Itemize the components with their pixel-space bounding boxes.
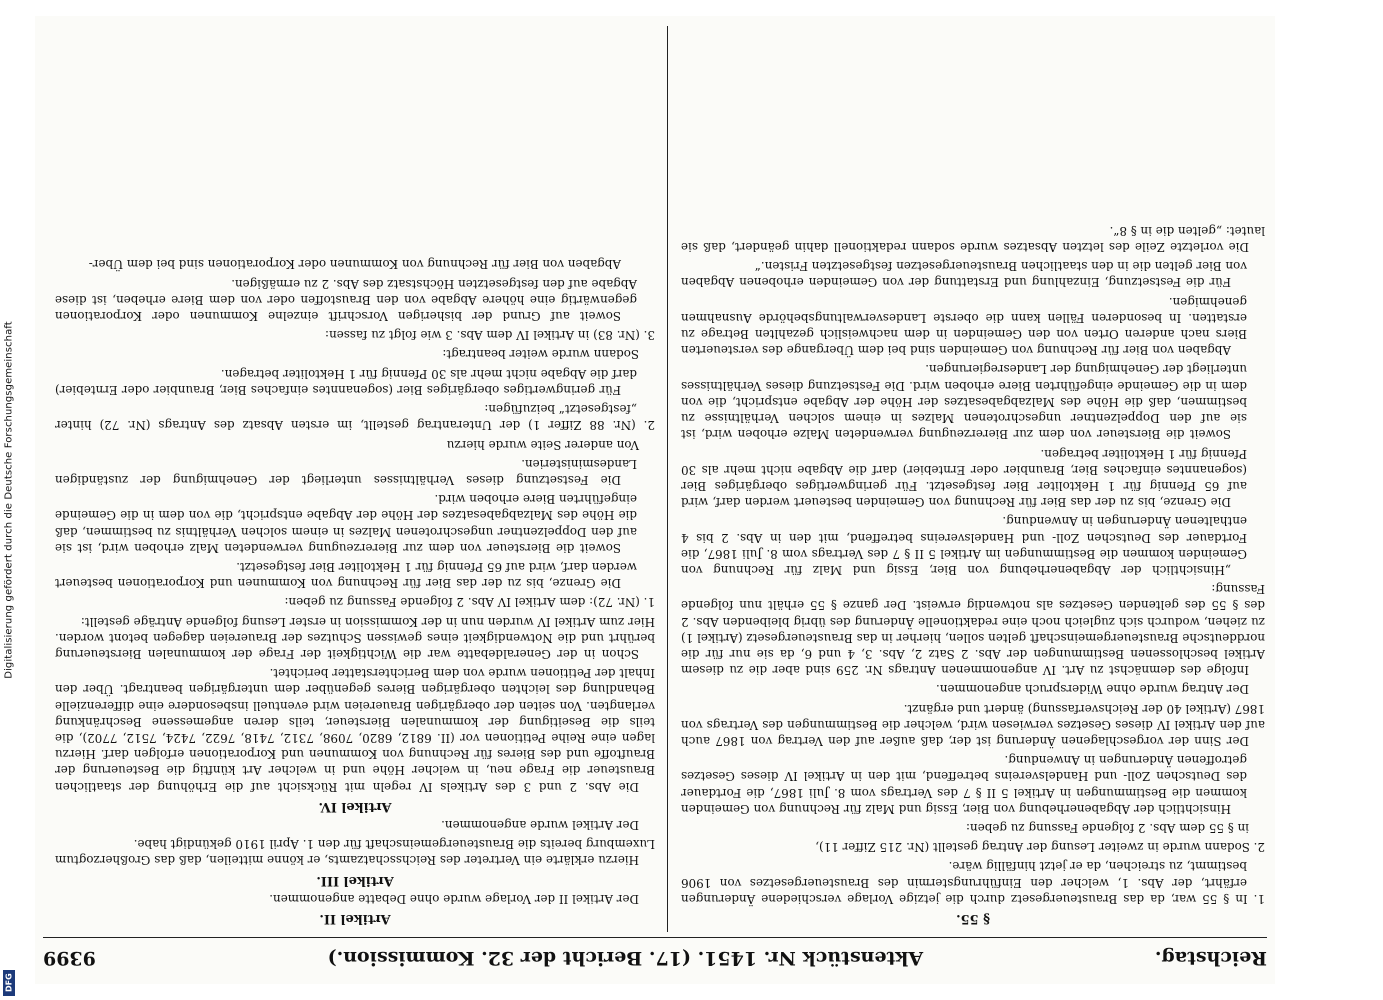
paragraph: Der Artikel wurde angenommen. [441,817,639,832]
paragraph: Hinsichtlich der Abgabenerhebung von Bier, Essig und Malz für Rechnung von Gemeinden kommen die Bestimmungen in Artikel 5 II § 7 des Vertrags vom 8. Juli 1867, die Fortdauer des Deutschen Zoll- und Handelsvereins betreffend, mit den in Artikel IV dieses Gesetzes getroffenen Änderungen in Anwendung. [681,753,1247,816]
right-column [55,26,655,928]
paragraph: Der Antrag wurde ohne Widerspruch angenommen. [936,682,1249,697]
paragraph: „Hinsichtlich der Abgabenerhebung von Bier, Essig und Malz für Rechnung von Gemeinden kommen die Bestimmungen im Artikel 5 II § 7 des Vertrags vom 8. Juli 1867, die Fortdauer des Deutschen Zoll- und Handelsvereins betreffend, mit den in Abs. 2 bis 4 enthaltenen Änderungen in Anwendung. [681,514,1247,577]
paragraph: Die Festsetzung dieses Verhältnisses unterliegt der Genehmigung der zuständigen Landesministerien. [55,456,637,487]
paragraph: Hierzu erklärte ein Vertreter des Reichsschatzamts, er könne mitteilen, daß das Großherzogtum Luxemburg bereits die Brausteuergemeinschaft für den 1. April 1910 gekündigt habe. [55,837,655,868]
paragraph: Für geringwertiges obergäriges Bier (sogenanntes einfaches Bier, Braunbier oder Erntebier) darf die Abgabe nicht mehr als 30 Pfennig für 1 Hektoliter betragen. [55,366,637,397]
paragraph: Schon in der Generaldebatte war die Wichtigkeit der Frage der kommunalen Biersteuerung berührt und die Notwendigkeit eines gewissen Schutzes der Brauereien dagegen betont worden. Hier zum Artikel IV wurden nun in der Kommission in erster Lesung folgende Anträge gestellt: [55,614,655,661]
paragraph: Abgaben von Bier für Rechnung von Kommunen oder Korporationen sind bei dem Über- [88,257,621,272]
paragraph: Soweit die Biersteuer von dem zur Biererzeugung verwendeten Malze erhoben wird, ist sie auf den Doppelzentner ungeschrotenen Malzes in einem solchen Verhältnisse zu bestimmen, daß die Höhe des Malzabgabesatzes der Höhe der Abgabe entspricht, die von dem in die Gemeinde eingeführten Biere erhoben wird. Die Festsetzung dieses Verhältnisses unterliegt der Genehmigung der Landesregierungen. [681,362,1247,442]
paragraph: Die vorletzte Zeile des letzten Absatzes wurde sodann redaktionell dahin geändert, daß sie lautet: „gelten die in § 8“. [681,223,1265,255]
paragraph: Die Grenze, bis zu der das Bier für Rechnung von Kommunen und Korporationen besteuert werden darf, wird auf 65 Pfennig für 1 Hektoliter Bier festgesetzt. [55,559,637,591]
page-number: 9399 [43,947,96,969]
dfg-logo: DFG [3,970,15,996]
paragraph: Die Grenze, bis zu der das Bier für Rechnung von Gemeinden besteuert werden darf, wird auf 65 Pfennig für 1 Hektoliter Bier festgesetzt. Für geringwertiges obergäriges Bier (sogenanntes einfaches Bier, Braunbier oder Erntebier) darf die Abgabe nicht mehr als 30 Pfennig für 1 Hektoliter betragen. [681,446,1247,510]
paragraph: Der Sinn der vorgeschlagenen Änderung ist der, daß außer auf den Vertrag von 1867 auch auf den Artikel IV dieses Gesetzes verwiesen wird, welcher die Bestimmungen des Vertrags von 1867 (Artikel 40 der Reichsverfassung) ändert und ergänzt. [681,701,1265,748]
section-heading: Artikel III. [316,872,394,888]
page-header [43,940,1267,976]
paragraph: 2. Sodann wurde in zweiter Lesung der Antrag gestellt (Nr. 215 Ziffer 11), [815,840,1265,855]
header-left: Reichstag. [1154,947,1267,969]
scanned-page [35,16,1275,984]
credit-text: Digitalisierung gefördert durch die Deutsche Forschungsgemeinschaft [3,321,15,679]
column-divider [667,26,668,932]
header-rule [43,937,1267,938]
paragraph: Infolge des demnächst zu Art. IV angenommenen Antrags Nr. 259 sind aber die zu diesem Artikel beschlossenen Bestimmungen der Abs. 2 Satz 2, Abs. 3, 4 und 6, da sie nur für die norddeutsche Brausteuergemeinschaft gelten sollen, hierher in das Brausteuergesetz (Artikel 1) zu ziehen, wodurch sich zugleich noch eine redaktionelle Änderung des übrig bleibenden Abs. 2 des § 55 des geltenden Gesetzes als notwendig erweist. Der ganze § 55 erhält nun folgende Fassung: [681,582,1265,678]
left-column [681,26,1265,928]
paragraph: Von anderer Seite wurde hierzu [446,437,639,452]
header-center: Aktenstück Nr. 1451. (17. Bericht der 32. Kommission.) [327,947,924,969]
section-heading: § 55. [956,911,990,926]
paragraph: Die Abs. 2 und 3 des Artikels IV regeln mit Rücksicht auf die Erhöhung der staatlichen Brausteuer die Frage neu, in welcher Höhe und in welcher Art künftig die Besteuerung der Brauftoffe und des Bieres für Rechnung von Kommunen und Korporationen erfolgen darf. Hierzu lagen eine Reihe Petitionen vor (II. 6812, 6820, 7098, 7312, 7418, 7622, 7424, 7512, 7702), die teils die Beseitigung der kommunalen Biersteuer, teils deren angemessene Beschränkung verlangten. Von seiten der obergärigen Brauereien wird eventuell insbesondere eine differenzielle Behandlung des leichten obergärigen Bieres gegenüber dem untergärigen beantragt. Über den Inhalt der Petitionen wurde von dem Berichterstatter berichtet. [55,666,655,794]
paragraph: 1. In § 55 war, da das Brausteuergesetz durch die jetzige Vorlage verschiedene Änderungen erfährt, der Abs. 1, welcher den Einführungstermin des Brausteuergesetzes von 1906 bestimmt, zu streichen, da er jetzt hinfällig wäre. [681,859,1265,906]
paragraph: Der Artikel II der Vorlage wurde ohne Debatte angenommen. [269,891,639,906]
section-heading: Artikel II. [319,911,391,926]
section-heading: Artikel IV. [318,798,392,814]
paragraph: 1. (Nr. 72): dem Artikel IV Abs. 2 folgende Fassung zu geben: [284,595,655,610]
paragraph: Soweit auf Grund der bisherigen Vorschrift einzelne Kommunen oder Korporationen gegenwärtig eine höhere Abgabe von den Braustoffen oder von dem Biere erheben, ist diese Abgabe auf den festgesetzten Höchstsatz des Abs. 2 zu ermäßigen. [55,276,637,324]
paragraph: 3. (Nr. 83) in Artikel IV dem Abs. 3 wie folgt zu fassen: [325,328,655,343]
paragraph: 2. (Nr. 88 Ziffer 1) der Unterantrag gestellt, im ersten Absatz des Antrags (Nr. 72) hinter „festgesetzt“ beizufügen: [55,402,655,433]
paragraph: Soweit die Biersteuer von dem zur Biererzeugung verwendeten Malz erhoben wird, ist sie auf den Doppelzentner ungeschrotenen Malzes in einem solchen Verhältnis zu bestimmen, daß die Höhe des Malzabgabesatzes der Höhe der Abgabe entspricht, die von dem in die Gemeinde eingeführten Biere erhoben wird. [55,492,637,555]
digitization-credit [2,0,16,1000]
paragraph: Abgaben von Bier für Rechnung von Gemeinden sind bei dem Übergange des versteuerten Biers nach anderen Orten von den Gemeinden in dem nachweislich gezahlten Betrage zu erstatten. In besonderen Fällen kann die oberste Landesverwaltungsbehörde Ausnahmen genehmigen. [681,294,1247,358]
paragraph: in § 55 dem Abs. 2 folgende Fassung zu geben: [966,820,1249,835]
paragraph: Sodann wurde weiter beantragt: [442,347,639,362]
paragraph: Für die Festsetzung, Einzahlung und Erstattung der von Gemeinden erhobenen Abgaben von Bier gelten die in den staatlichen Brausteuergesetzen festgesetzten Fristen.“ [681,259,1247,290]
